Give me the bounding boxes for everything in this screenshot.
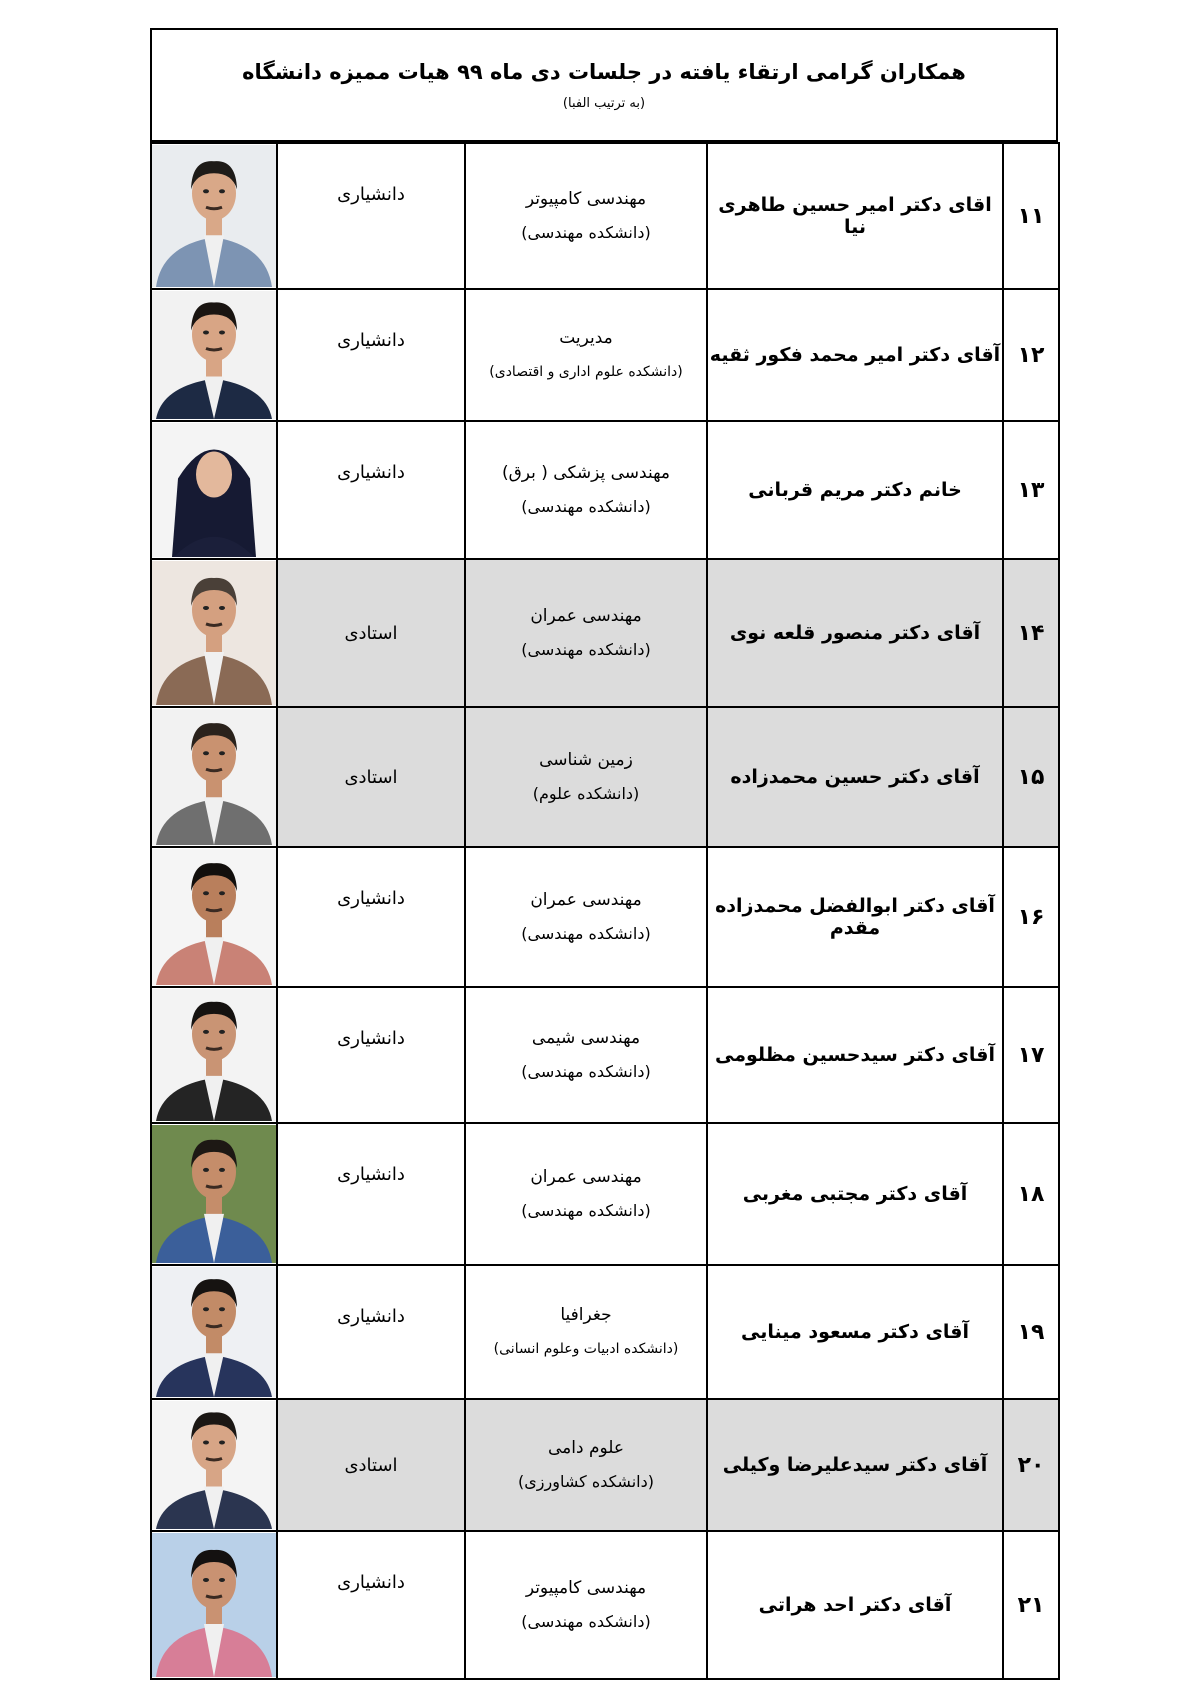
row-number: ۱۲ — [1003, 289, 1059, 421]
row-number: ۲۱ — [1003, 1531, 1059, 1679]
field-cell — [465, 559, 707, 707]
portrait-cell — [151, 1123, 277, 1265]
field-cell — [465, 421, 707, 559]
table-row — [151, 847, 1059, 987]
faculty-name: (دانشکده علوم) — [532, 784, 640, 803]
portrait-photo — [152, 1533, 276, 1677]
field-cell — [465, 289, 707, 421]
faculty-name: (دانشکده مهندسی) — [521, 640, 651, 659]
promotions-table — [150, 142, 1060, 1680]
portrait-photo — [152, 1267, 276, 1397]
portrait-cell — [151, 1399, 277, 1531]
row-number: ۱۹ — [1003, 1265, 1059, 1399]
faculty-name: (دانشکده کشاورزی) — [518, 1472, 654, 1491]
portrait-cell — [151, 289, 277, 421]
academic-rank: استادی — [277, 707, 465, 847]
person-name: آقای دکتر احد هراتی — [707, 1531, 1003, 1679]
academic-rank: دانشیاری — [277, 1265, 465, 1399]
portrait-cell — [151, 559, 277, 707]
portrait-photo — [152, 145, 276, 287]
person-name: آقای دکتر مجتبی مغربی — [707, 1123, 1003, 1265]
field-of-study: مهندسی پزشکی ( برق) — [501, 463, 671, 483]
field-cell — [465, 143, 707, 289]
table-body — [151, 143, 1059, 1679]
table-row — [151, 1123, 1059, 1265]
faculty-name: (دانشکده علوم اداری و اقتصادی) — [489, 364, 683, 380]
person-name: آقای دکتر منصور قلعه نوی — [707, 559, 1003, 707]
field-of-study: مهندسی عمران — [530, 890, 642, 910]
portrait-photo — [152, 561, 276, 705]
field-of-study: مدیریت — [559, 328, 613, 348]
table-row — [151, 421, 1059, 559]
portrait-cell — [151, 987, 277, 1123]
row-number: ۱۷ — [1003, 987, 1059, 1123]
person-name: آقای دکتر حسین محمدزاده — [707, 707, 1003, 847]
person-name: آقای دکتر مسعود مینایی — [707, 1265, 1003, 1399]
person-name: خانم دکتر مریم قربانی — [707, 421, 1003, 559]
field-cell — [465, 847, 707, 987]
person-name: آقای دکتر سیدحسین مظلومی — [707, 987, 1003, 1123]
academic-rank: دانشیاری — [277, 1531, 465, 1679]
row-number: ۱۵ — [1003, 707, 1059, 847]
row-number: ۱۳ — [1003, 421, 1059, 559]
portrait-photo — [152, 291, 276, 419]
document — [150, 28, 1058, 1680]
row-number: ۱۴ — [1003, 559, 1059, 707]
portrait-cell — [151, 707, 277, 847]
table-row — [151, 143, 1059, 289]
document-header — [150, 28, 1058, 142]
academic-rank: دانشیاری — [277, 143, 465, 289]
faculty-name: (دانشکده مهندسی) — [521, 1201, 651, 1220]
field-of-study: زمین شناسی — [539, 750, 633, 770]
faculty-name: (دانشکده ادبیات وعلوم انسانی) — [493, 1341, 679, 1357]
field-of-study: مهندسی عمران — [530, 606, 642, 626]
academic-rank: دانشیاری — [277, 421, 465, 559]
academic-rank: دانشیاری — [277, 987, 465, 1123]
row-number: ۱۸ — [1003, 1123, 1059, 1265]
portrait-photo — [152, 709, 276, 845]
portrait-photo — [152, 423, 276, 557]
portrait-photo — [152, 1125, 276, 1263]
person-name: آقای دکتر سیدعلیرضا وکیلی — [707, 1399, 1003, 1531]
field-cell — [465, 1265, 707, 1399]
faculty-name: (دانشکده مهندسی) — [521, 1612, 651, 1631]
field-of-study: مهندسی کامپیوتر — [525, 189, 647, 209]
portrait-cell — [151, 847, 277, 987]
field-cell — [465, 707, 707, 847]
field-cell — [465, 1531, 707, 1679]
faculty-name: (دانشکده مهندسی) — [521, 924, 651, 943]
field-of-study: مهندسی شیمی — [531, 1028, 641, 1048]
portrait-photo — [152, 849, 276, 985]
academic-rank: دانشیاری — [277, 847, 465, 987]
page-subtitle: (به ترتیب الفبا) — [562, 96, 646, 111]
field-of-study: مهندسی عمران — [530, 1167, 642, 1187]
table-row — [151, 289, 1059, 421]
row-number: ۱۱ — [1003, 143, 1059, 289]
person-name: آقای دکتر ابوالفضل محمدزاده مقدم — [707, 847, 1003, 987]
table-row — [151, 1531, 1059, 1679]
faculty-name: (دانشکده مهندسی) — [521, 1062, 651, 1081]
field-cell — [465, 987, 707, 1123]
table-row — [151, 1265, 1059, 1399]
field-of-study: جغرافیا — [560, 1305, 612, 1325]
faculty-name: (دانشکده مهندسی) — [521, 223, 651, 242]
table-row — [151, 559, 1059, 707]
portrait-cell — [151, 143, 277, 289]
portrait-photo — [152, 989, 276, 1121]
faculty-name: (دانشکده مهندسی) — [521, 497, 651, 516]
portrait-cell — [151, 421, 277, 559]
page-title: همکاران گرامی ارتقاء یافته در جلسات دی ماه ۹۹ هیات ممیزه دانشگاه — [242, 60, 966, 84]
field-cell — [465, 1123, 707, 1265]
academic-rank: استادی — [277, 559, 465, 707]
row-number: ۱۶ — [1003, 847, 1059, 987]
table-row — [151, 987, 1059, 1123]
portrait-cell — [151, 1531, 277, 1679]
table-row — [151, 1399, 1059, 1531]
portrait-cell — [151, 1265, 277, 1399]
academic-rank: استادی — [277, 1399, 465, 1531]
table-row — [151, 707, 1059, 847]
person-name: آقای دکتر امیر محمد فکور ثقیه — [707, 289, 1003, 421]
field-cell — [465, 1399, 707, 1531]
field-of-study: علوم دامی — [547, 1438, 625, 1458]
person-name: اقای دکتر امیر حسین طاهری نیا — [707, 143, 1003, 289]
portrait-photo — [152, 1401, 276, 1529]
field-of-study: مهندسی کامپیوتر — [525, 1578, 647, 1598]
academic-rank: دانشیاری — [277, 289, 465, 421]
academic-rank: دانشیاری — [277, 1123, 465, 1265]
row-number: ۲۰ — [1003, 1399, 1059, 1531]
